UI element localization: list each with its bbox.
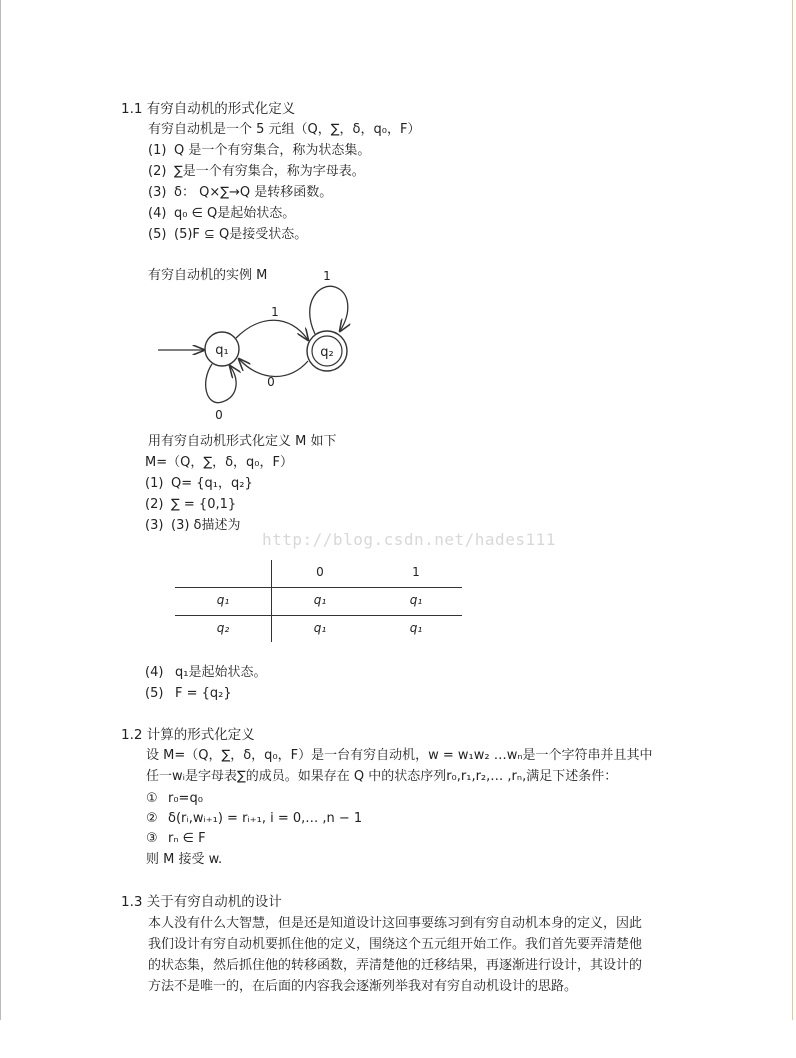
condition-text: r₀=q₀ [168, 791, 203, 806]
item-text: q₀ ∈ Q是起始状态。 [174, 206, 296, 221]
def-item-2 [148, 163, 365, 181]
fa-tuple-intro: 有穷自动机是一个 5 元组（Q，∑，δ，q₀，F） [148, 122, 421, 137]
item-number: (3) [145, 518, 164, 533]
def-item-4 [148, 205, 295, 223]
machine-def-item-3 [145, 517, 241, 535]
section-1-3-heading: 1.3 关于有穷自动机的设计 [121, 894, 282, 910]
condition-number: ② [146, 811, 158, 826]
loop-q2-label: 1 [323, 269, 331, 283]
machine-def-item-1 [145, 475, 253, 493]
item-number: (2) [148, 164, 167, 179]
computation-line-2: 任一wᵢ是字母表∑的成员。如果存在 Q 中的状态序列r₀,r₁,r₂,… ,rₙ,满足下述条件： [146, 769, 618, 784]
item-number: (2) [145, 497, 164, 512]
def-item-3 [148, 184, 332, 202]
transition-table [175, 560, 465, 642]
page-border-left [0, 0, 1, 1020]
paragraph-line: 的状态集，然后抓住他的转移函数，弄清楚他的迁移结果，再逐渐进行设计，其设计的 [148, 958, 643, 973]
post-item-5 [145, 685, 232, 703]
table-cell: q₁ [313, 621, 327, 635]
watermark-url: http://blog.csdn.net/hades111 [262, 530, 556, 549]
edge-q1-q2-label: 1 [271, 305, 279, 319]
machine-tuple: M=（Q，∑，δ，q₀，F） [145, 455, 293, 470]
loop-q1 [206, 364, 236, 403]
item-text: F = {q₂} [175, 686, 232, 701]
formal-def-title: 用有穷自动机形式化定义 M 如下 [148, 434, 337, 449]
table-cell: q₂ [216, 621, 230, 635]
paragraph-line: 本人没有什么大智慧，但是还是知道设计这回事要练习到有穷自动机本身的定义，因此 [148, 916, 643, 931]
table-cell: q₁ [216, 593, 230, 607]
item-number: (1) [145, 476, 164, 491]
section-1-2-heading: 1.2 计算的形式化定义 [121, 727, 255, 743]
edge-q1-to-q2 [236, 320, 308, 340]
item-number: (5) [145, 686, 164, 701]
item-text: Q 是一个有穷集合，称为状态集。 [174, 143, 371, 158]
item-number: (1) [148, 143, 167, 158]
condition-number: ③ [146, 831, 158, 846]
page-border-right [792, 0, 793, 1020]
def-item-1 [148, 142, 370, 160]
state-diagram [150, 262, 370, 427]
section-1-1-heading: 1.1 有穷自动机的形式化定义 [121, 101, 296, 117]
paragraph-line: 方法不是唯一的，在后面的内容我会逐渐列举我对有穷自动机设计的思路。 [148, 979, 578, 994]
machine-def-item-2 [145, 496, 236, 514]
condition-3 [146, 830, 206, 848]
item-text: (5)F ⊆ Q是接受状态。 [174, 227, 308, 242]
post-item-4 [145, 664, 266, 682]
table-rule-2 [175, 615, 462, 616]
state-q1-label: q₁ [215, 343, 229, 358]
item-number: (4) [148, 206, 167, 221]
item-text: Q= {q₁，q₂} [171, 476, 253, 491]
loop-q2 [310, 286, 348, 334]
condition-number: ① [146, 791, 158, 806]
edge-q2-to-q1 [239, 359, 308, 377]
item-text: δ： Q×∑→Q 是转移函数。 [174, 185, 333, 200]
item-number: (4) [145, 665, 164, 680]
edge-q2-q1-label: 0 [267, 375, 275, 389]
def-item-5 [148, 226, 307, 244]
table-cell: q₁ [409, 593, 423, 607]
table-cell: q₁ [313, 593, 327, 607]
example-title: 有穷自动机的实例 M [148, 268, 268, 283]
loop-q1-label: 0 [215, 408, 223, 422]
table-cell: q₁ [409, 621, 423, 635]
item-text: q₁是起始状态。 [175, 665, 267, 680]
table-header-cell: 1 [412, 565, 420, 579]
table-vertical-rule [271, 560, 272, 642]
item-number: (5) [148, 227, 167, 242]
table-rule-1 [175, 587, 462, 588]
design-paragraph [148, 913, 683, 997]
condition-text: rₙ ∈ F [168, 831, 206, 846]
state-q2-label: q₂ [320, 345, 334, 360]
item-text: (3) δ描述为 [171, 518, 241, 533]
table-header-cell: 0 [316, 565, 324, 579]
item-number: (3) [148, 185, 167, 200]
condition-2 [146, 810, 362, 828]
item-text: ∑是一个有穷集合，称为字母表。 [174, 164, 365, 179]
item-text: ∑ = {0,1} [171, 497, 237, 512]
condition-text: δ(rᵢ,wᵢ₊₁) = rᵢ₊₁, i = 0,… ,n − 1 [168, 811, 363, 826]
paragraph-line: 我们设计有穷自动机要抓住他的定义，围绕这个五元组开始工作。我们首先要弄清楚他 [148, 937, 643, 952]
condition-1 [146, 790, 203, 808]
computation-conclusion: 则 M 接受 w. [146, 852, 223, 867]
computation-line-1: 设 M=（Q，∑，δ，q₀，F）是一台有穷自动机，w = w₁w₂ …wₙ是一个字符串并且其中 [146, 748, 653, 763]
